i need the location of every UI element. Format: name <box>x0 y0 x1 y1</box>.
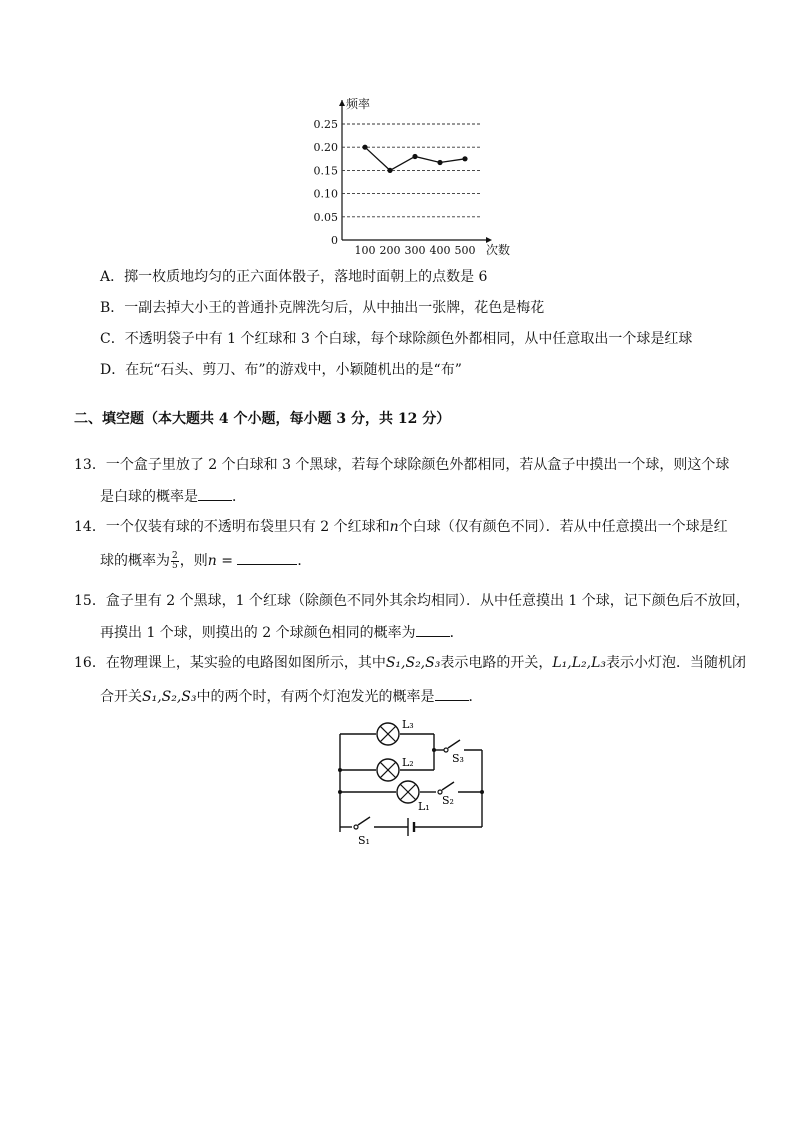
q16-switches: S₁,S₂,S₃ <box>385 655 441 671</box>
q14-var-n: n <box>389 519 399 535</box>
q16-switches-2: S₁,S₂,S₃ <box>142 689 197 705</box>
q15-line1: 15．盒子里有 2 个黑球，1 个红球（除颜色不同外其余均相同）．从中任意摸出 1 个球，记下颜色后不放回， <box>74 593 750 609</box>
x-tick-label-200: 200 <box>379 244 401 257</box>
q16-text-a: 16．在物理课上，某实验的电路图如图所示，其中 <box>74 655 386 671</box>
q14-frac-num: 2 <box>172 550 178 561</box>
y-tick-label-0.10: 0.10 <box>313 187 338 201</box>
y-tick-label-0: 0 <box>331 234 338 247</box>
x-tick-label-300: 300 <box>404 244 426 257</box>
label-s3: S₃ <box>452 752 464 765</box>
q16-end: ． <box>468 689 483 705</box>
data-point-400 <box>437 160 442 165</box>
q13-answer-blank[interactable] <box>198 486 232 501</box>
label-s2: S₂ <box>442 794 454 807</box>
q14-text-b: 个白球（仅有颜色不同）．若从中任意摸出一个球是红 <box>398 519 728 535</box>
q14-line1 <box>74 518 728 536</box>
x-tick-label-400: 400 <box>429 244 451 257</box>
label-l3: L₃ <box>402 718 414 731</box>
q14-line2 <box>100 550 311 571</box>
option-c: C．不透明袋子中有 1 个红球和 3 个白球，每个球除颜色外都相同，从中任意取出一个球是红球 <box>100 331 693 347</box>
q15-end: ． <box>449 625 464 641</box>
q16-text-c: 表示小灯泡．当随机闭 <box>605 655 746 671</box>
section-2-title: 二、填空题（本大题共 4 个小题，每小题 3 分，共 12 分） <box>74 411 451 427</box>
lamp-l2-icon <box>377 759 399 781</box>
y-axis-label: 频率 <box>346 97 371 111</box>
q14-eq: = <box>216 553 238 569</box>
y-tick-label-0.15: 0.15 <box>313 164 338 178</box>
q14-text-a: 14．一个仅装有球的不透明布袋里只有 2 个红球和 <box>74 519 390 535</box>
q13-end: ． <box>232 489 246 505</box>
option-a: A．掷一枚质地均匀的正六面体骰子，落地时面朝上的点数是 6 <box>100 269 488 285</box>
q13-line1: 13．一个盒子里放了 2 个白球和 3 个黑球，若每个球除颜色外都相同，若从盒子中摸出一个球，则这个球 <box>74 457 730 473</box>
q16-text-d: 合开关 <box>100 689 142 705</box>
q14-var-n2: n <box>207 553 217 569</box>
y-tick-label-0.25: 0.25 <box>313 118 338 131</box>
x-tick-label-500: 500 <box>454 244 476 257</box>
q16-text-b: 表示电路的开关， <box>440 655 553 671</box>
data-point-100 <box>362 145 367 150</box>
q15-text: 再摸出 1 个球，则摸出的 2 个球颜色相同的概率为 <box>100 625 416 641</box>
q14-fraction <box>171 552 179 571</box>
x-tick-label-100: 100 <box>354 244 376 257</box>
y-tick-label-0.05: 0.05 <box>313 210 338 224</box>
q16-lamps: L₁,L₂,L₃ <box>552 655 606 671</box>
y-tick-label-0.20: 0.20 <box>313 141 338 155</box>
q16-text-e: 中的两个时，有两个灯泡发光的概率是 <box>196 689 435 705</box>
lamp-l3-icon <box>377 723 399 745</box>
circuit-diagram <box>330 712 500 847</box>
q16-line2 <box>100 686 483 706</box>
q14-end: ． <box>297 553 312 569</box>
x-axis-label: 次数 <box>486 243 511 257</box>
data-point-500 <box>462 156 467 161</box>
lamp-l1-icon <box>397 781 419 803</box>
q16-answer-blank[interactable] <box>435 686 469 701</box>
q14-frac-den: 5 <box>172 560 178 571</box>
q13-line2 <box>100 486 246 506</box>
option-b: B．一副去掉大小王的普通扑克牌洗匀后，从中抽出一张牌，花色是梅花 <box>100 300 545 316</box>
data-point-200 <box>387 168 392 173</box>
y-axis-arrow <box>339 100 345 106</box>
q16-line1 <box>74 654 746 672</box>
q14-text-c: 球的概率为 <box>100 553 170 569</box>
label-l2: L₂ <box>402 756 414 769</box>
label-s1: S₁ <box>358 834 370 847</box>
frequency-line-chart <box>300 90 520 260</box>
option-d: D．在玩“石头、剪刀、布”的游戏中，小颖随机出的是“布” <box>100 362 462 378</box>
data-point-300 <box>412 154 417 159</box>
q15-line2 <box>100 622 464 642</box>
q14-answer-blank[interactable] <box>237 550 297 565</box>
q13-text: 是白球的概率是 <box>100 489 198 505</box>
q14-text-d: ，则 <box>179 553 208 569</box>
label-l1: L₁ <box>418 800 430 813</box>
q15-answer-blank[interactable] <box>416 622 450 637</box>
